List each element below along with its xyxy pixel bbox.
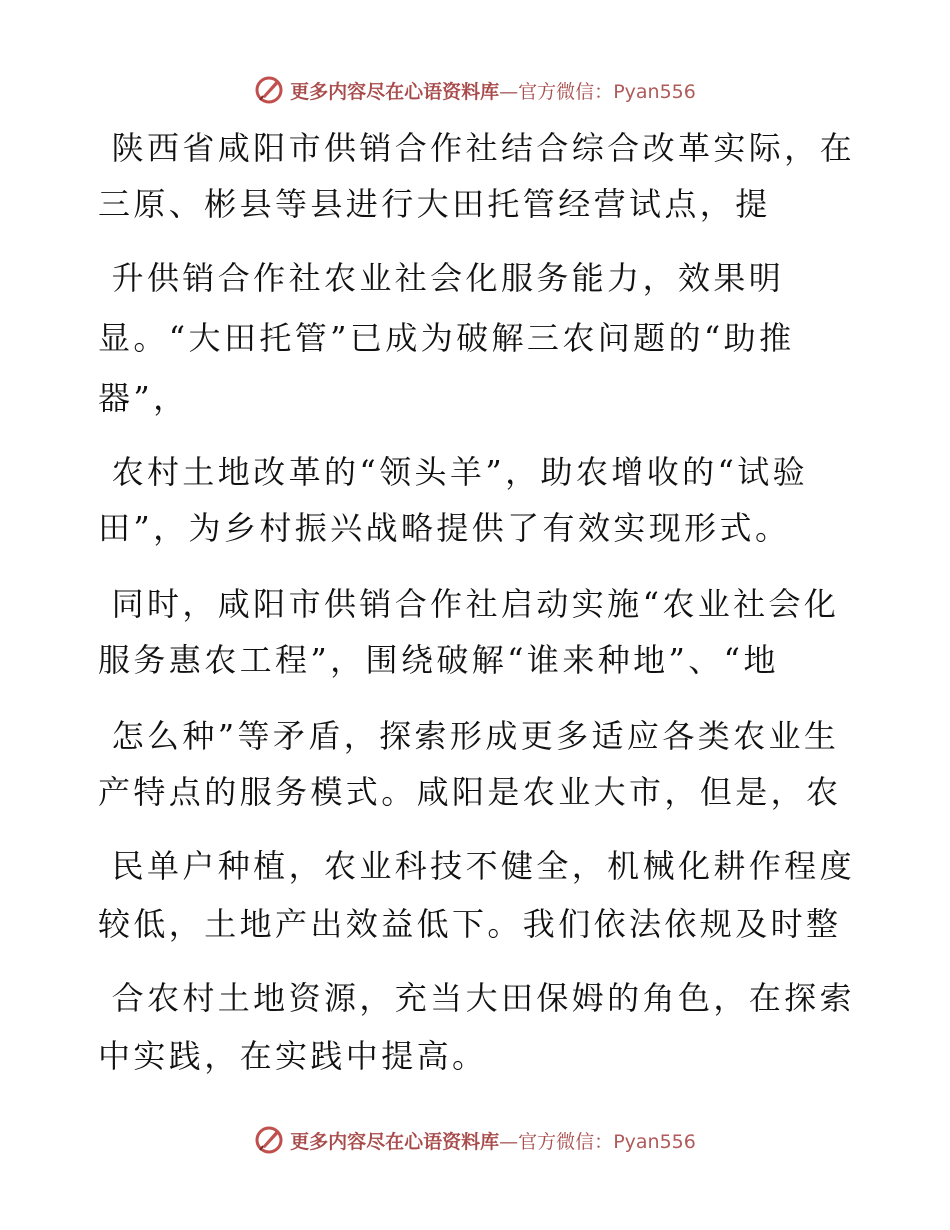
- footer-banner-id: Pyan556: [613, 1130, 696, 1153]
- body-line: 服务惠农工程”，围绕破解“谁来种地”、“地: [98, 641, 779, 679]
- body-line: 合农村土地资源，充当大田保姆的角色，在探索: [98, 979, 855, 1017]
- body-line: 田”，为乡村振兴战略提供了有效实现形式。: [98, 509, 791, 547]
- body-line: 农村土地改革的“领头羊”，助农增收的“试验: [98, 453, 809, 491]
- body-line: 器”，: [98, 379, 189, 417]
- quill-pen-logo-icon: [254, 1125, 284, 1155]
- footer-banner: [0, 1120, 950, 1160]
- body-line: 产特点的服务模式。咸阳是农业大市，但是，农: [98, 773, 842, 811]
- body-line: 怎么种”等矛盾，探索形成更多适应各类农业生: [98, 717, 840, 755]
- body-line: 三原、彬县等县进行大田托管经营试点，提: [98, 185, 771, 223]
- body-line: 陕西省咸阳市供销合作社结合综合改革实际，在: [98, 129, 855, 167]
- header-banner-id: Pyan556: [613, 80, 696, 103]
- header-banner: [0, 70, 950, 110]
- body-line: 较低，土地产出效益低下。我们依法依规及时整: [98, 905, 842, 943]
- footer-banner-separator: —: [499, 1130, 519, 1153]
- body-line: 显。“大田托管”已成为破解三农问题的“助推: [98, 319, 795, 357]
- body-line: 同时，咸阳市供销合作社启动实施“农业社会化: [98, 585, 840, 623]
- body-line: 中实践，在实践中提高。: [98, 1037, 488, 1075]
- footer-banner-text: [290, 1127, 696, 1154]
- header-banner-text: [290, 77, 696, 104]
- footer-banner-main: 更多内容尽在心语资料库: [290, 1130, 500, 1153]
- header-banner-suffix: 官方微信：: [518, 80, 614, 103]
- body-line: 民单户种植，农业科技不健全，机械化耕作程度: [98, 847, 855, 885]
- quill-pen-logo-icon: [254, 75, 284, 105]
- footer-banner-suffix: 官方微信：: [518, 1130, 614, 1153]
- body-line: 升供销合作社农业社会化服务能力，效果明: [98, 259, 785, 297]
- header-banner-separator: —: [499, 80, 519, 103]
- header-banner-main: 更多内容尽在心语资料库: [290, 80, 500, 103]
